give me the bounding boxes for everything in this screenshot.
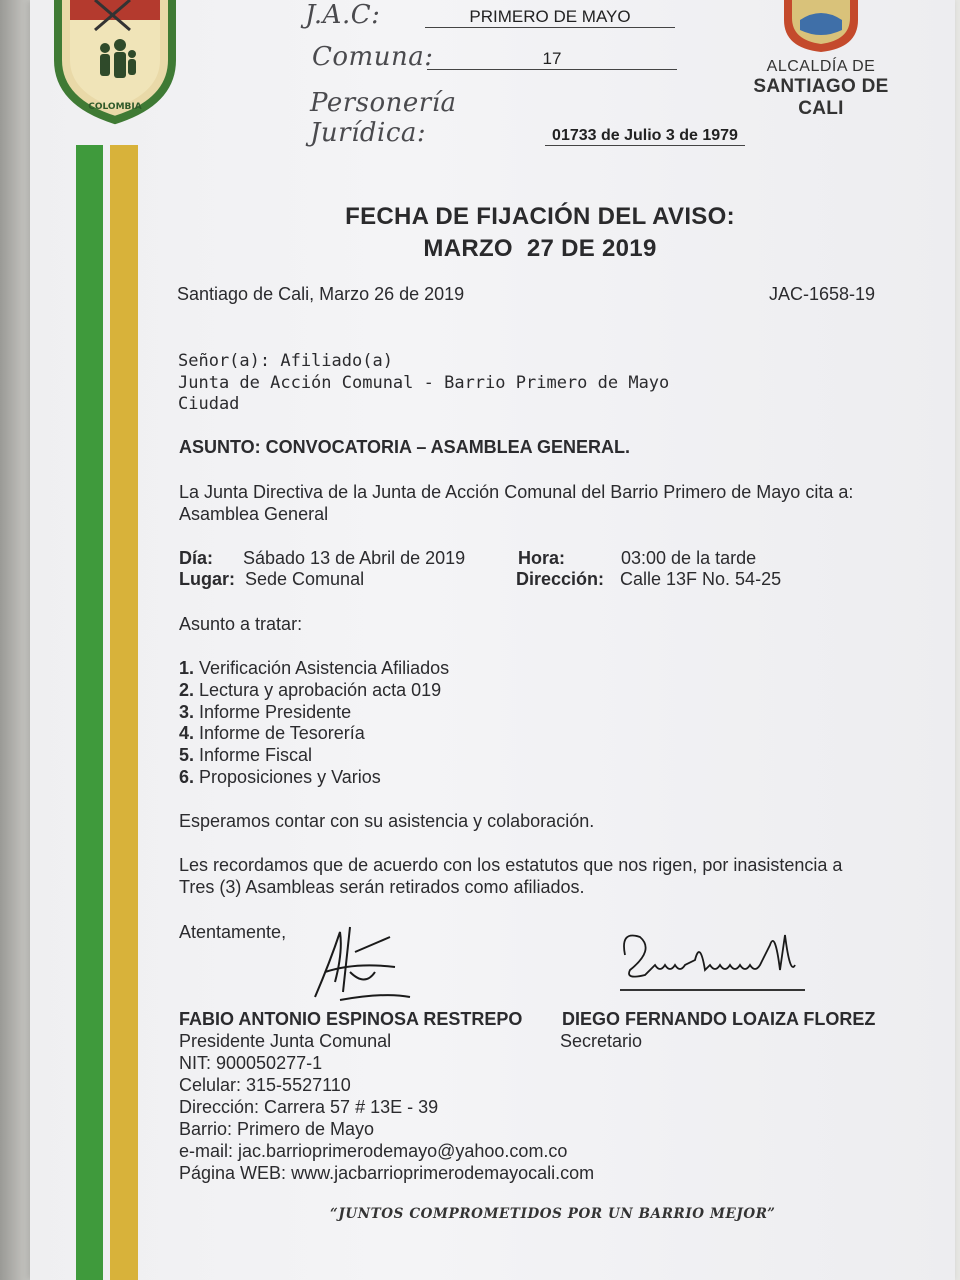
agenda-num: 1. bbox=[179, 658, 195, 678]
barrio: Barrio: Primero de Mayo bbox=[179, 1119, 375, 1139]
place-date: Santiago de Cali, Marzo 26 de 2019 bbox=[177, 284, 465, 304]
jac-label: J.A.C: bbox=[305, 0, 381, 30]
agenda-item bbox=[179, 745, 312, 766]
president-signature bbox=[295, 912, 425, 1012]
web-row bbox=[179, 1163, 594, 1184]
alcaldia-block bbox=[730, 58, 912, 120]
agenda-num: 6. bbox=[179, 767, 195, 787]
personeria-label: Personería Jurídica: bbox=[310, 88, 457, 148]
secretary-name: DIEGO FERNANDO LOAIZA FLOREZ bbox=[562, 1009, 876, 1029]
crest-text: COLOMBIA bbox=[88, 102, 142, 112]
recipient-line3: Ciudad bbox=[178, 394, 240, 414]
atentamente: Atentamente, bbox=[179, 922, 287, 942]
agenda-item bbox=[179, 767, 381, 788]
cali-seal-logo bbox=[780, 0, 862, 52]
agenda-title: Asunto a tratar: bbox=[179, 614, 303, 634]
document-page bbox=[30, 0, 955, 1280]
agenda-item bbox=[179, 723, 365, 744]
green-stripe bbox=[76, 145, 103, 1280]
web-label: Página WEB: bbox=[179, 1163, 287, 1183]
web-link[interactable]: www.jacbarrioprimerodemayocali.com bbox=[291, 1163, 595, 1183]
hora-value: 03:00 de la tarde bbox=[621, 548, 757, 568]
body-line2: Asamblea General bbox=[179, 504, 329, 524]
agenda-num: 5. bbox=[179, 745, 195, 765]
email-label: e-mail: bbox=[179, 1141, 234, 1161]
lugar-value: Sede Comunal bbox=[245, 569, 365, 589]
motto: “JUNTOS COMPROMETIDOS POR UN BARRIO MEJOR” bbox=[330, 1206, 776, 1222]
body-line1: La Junta Directiva de la Junta de Acción Comunal del Barrio Primero de Mayo cita a: bbox=[179, 482, 854, 502]
agenda-text: Verificación Asistencia Afiliados bbox=[199, 658, 450, 678]
yellow-stripe bbox=[110, 145, 138, 1280]
agenda-text: Informe Fiscal bbox=[199, 745, 313, 765]
closing-line2a: Les recordamos que de acuerdo con los estatutos que nos rigen, por inasistencia a bbox=[179, 855, 843, 875]
direccion-value: Calle 13F No. 54-25 bbox=[620, 569, 782, 589]
email-row bbox=[179, 1141, 567, 1162]
agenda-text: Informe Presidente bbox=[199, 702, 352, 722]
reference-number: JAC-1658-19 bbox=[769, 284, 876, 304]
title-line2: MARZO 27 DE 2019 bbox=[423, 235, 657, 262]
dia-label: Día: bbox=[179, 548, 214, 568]
recipient-line2: Junta de Acción Comunal - Barrio Primero de Mayo bbox=[178, 373, 670, 393]
agenda-text: Informe de Tesorería bbox=[199, 723, 365, 743]
secretary-signature bbox=[615, 925, 810, 997]
email-link[interactable]: jac.barrioprimerodemayo@yahoo.com.co bbox=[238, 1141, 568, 1161]
contact-direccion: Dirección: Carrera 57 # 13E - 39 bbox=[179, 1097, 439, 1117]
direccion-label: Dirección: bbox=[516, 569, 605, 589]
secretary-role: Secretario bbox=[560, 1031, 643, 1051]
title-line1: FECHA DE FIJACIÓN DEL AVISO: bbox=[345, 203, 735, 230]
president-name: FABIO ANTONIO ESPINOSA RESTREPO bbox=[179, 1009, 523, 1029]
agenda-num: 3. bbox=[179, 702, 195, 722]
celular: Celular: 315-5527110 bbox=[179, 1075, 351, 1095]
subject: ASUNTO: CONVOCATORIA – ASAMBLEA GENERAL. bbox=[179, 437, 631, 457]
alcaldia-line1: ALCALDÍA DE bbox=[766, 58, 876, 75]
agenda-text: Proposiciones y Varios bbox=[199, 767, 381, 787]
agenda-text: Lectura y aprobación acta 019 bbox=[199, 680, 442, 700]
comuna-label: Comuna: bbox=[312, 42, 434, 72]
agenda-num: 2. bbox=[179, 680, 195, 700]
nit: NIT: 900050277-1 bbox=[179, 1053, 323, 1073]
agenda-item bbox=[179, 702, 351, 723]
closing-line2b: Tres (3) Asambleas serán retirados como afiliados. bbox=[179, 877, 585, 897]
personeria-value: 01733 de Julio 3 de 1979 bbox=[545, 127, 745, 146]
president-role: Presidente Junta Comunal bbox=[179, 1031, 392, 1051]
recipient-line1: Señor(a): Afiliado(a) bbox=[178, 351, 393, 371]
agenda-num: 4. bbox=[179, 723, 195, 743]
agenda-item bbox=[179, 680, 441, 701]
agenda-item bbox=[179, 658, 449, 679]
alcaldia-line2: SANTIAGO DE CALI bbox=[753, 76, 889, 119]
comuna-value: 17 bbox=[427, 49, 677, 70]
lugar-label: Lugar: bbox=[179, 569, 235, 589]
hora-label: Hora: bbox=[518, 548, 566, 568]
dia-value: Sábado 13 de Abril de 2019 bbox=[243, 548, 466, 568]
jac-crest-logo bbox=[50, 0, 180, 125]
closing-line1: Esperamos contar con su asistencia y colaboración. bbox=[179, 811, 595, 831]
jac-value: PRIMERO DE MAYO bbox=[425, 7, 675, 28]
